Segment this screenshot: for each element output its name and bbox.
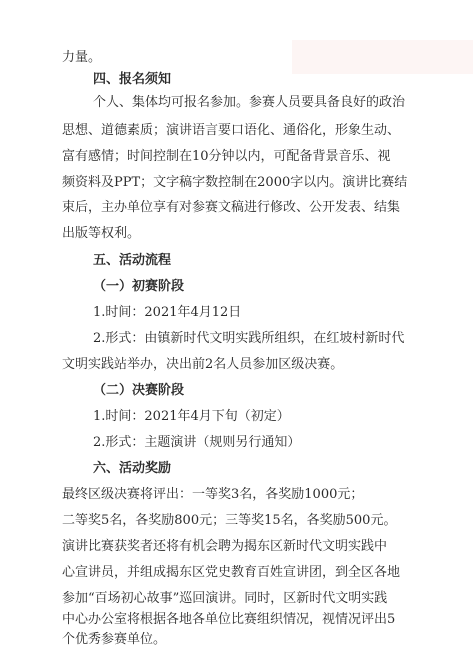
continuation-text: 力量。 [62, 50, 102, 65]
body-text: 最终区级决赛将评出：一等奖3名，各奖励1000元； [62, 487, 364, 502]
body-text: 1.时间：2021年4月12日 [93, 305, 242, 320]
body-text: 演讲比赛获奖者还将有机会聘为揭东区新时代文明实践中 [62, 539, 388, 554]
body-text: 参加“百场初心故事”巡回演讲。同时，区新时代文明实践 [62, 591, 388, 606]
bleed-through-shadow [292, 40, 473, 74]
body-text: 富有感情；时间控制在10分钟以内，可配备背景音乐、视 [62, 149, 391, 164]
section-heading-4: 四、报名须知 [93, 72, 172, 87]
body-text: 频资料及PPT；文字稿字数控制在2000字以内。演讲比赛结 [62, 175, 408, 190]
subsection-heading: （二）决赛阶段 [93, 383, 185, 398]
body-text: 个人、集体均可报名参加。参赛人员要具备良好的政治 [93, 95, 406, 110]
body-text: 文明实践站举办，决出前2名人员参加区级决赛。 [62, 357, 344, 372]
body-text: 心宣讲员，并组成揭东区党史教育百姓宣讲团，到全区各地 [62, 565, 401, 580]
section-heading-5: 五、活动流程 [93, 253, 172, 268]
body-text: 中心办公室将根据各地各单位比赛组织情况，视情况评出5 [62, 612, 396, 627]
body-text: 出版等权利。 [62, 226, 141, 241]
body-text: 个优秀参赛单位。 [62, 632, 167, 647]
body-text: 2.形式：由镇新时代文明实践所组织，在红坡村新时代 [93, 331, 405, 346]
body-text: 二等奖5名，各奖励800元；三等奖15名，各奖励500元。 [62, 513, 397, 528]
body-text: 思想、道德素质；演讲语言要口语化、通俗化，形象生动、 [62, 123, 401, 138]
body-text: 束后，主办单位享有对参赛文稿进行修改、公开发表、结集 [62, 200, 401, 215]
body-text: 1.时间：2021年4月下旬（初定） [93, 409, 290, 424]
section-heading-6: 六、活动奖励 [93, 461, 172, 476]
body-text: 2.形式：主题演讲（规则另行通知） [93, 435, 301, 450]
subsection-heading: （一）初赛阶段 [93, 279, 185, 294]
